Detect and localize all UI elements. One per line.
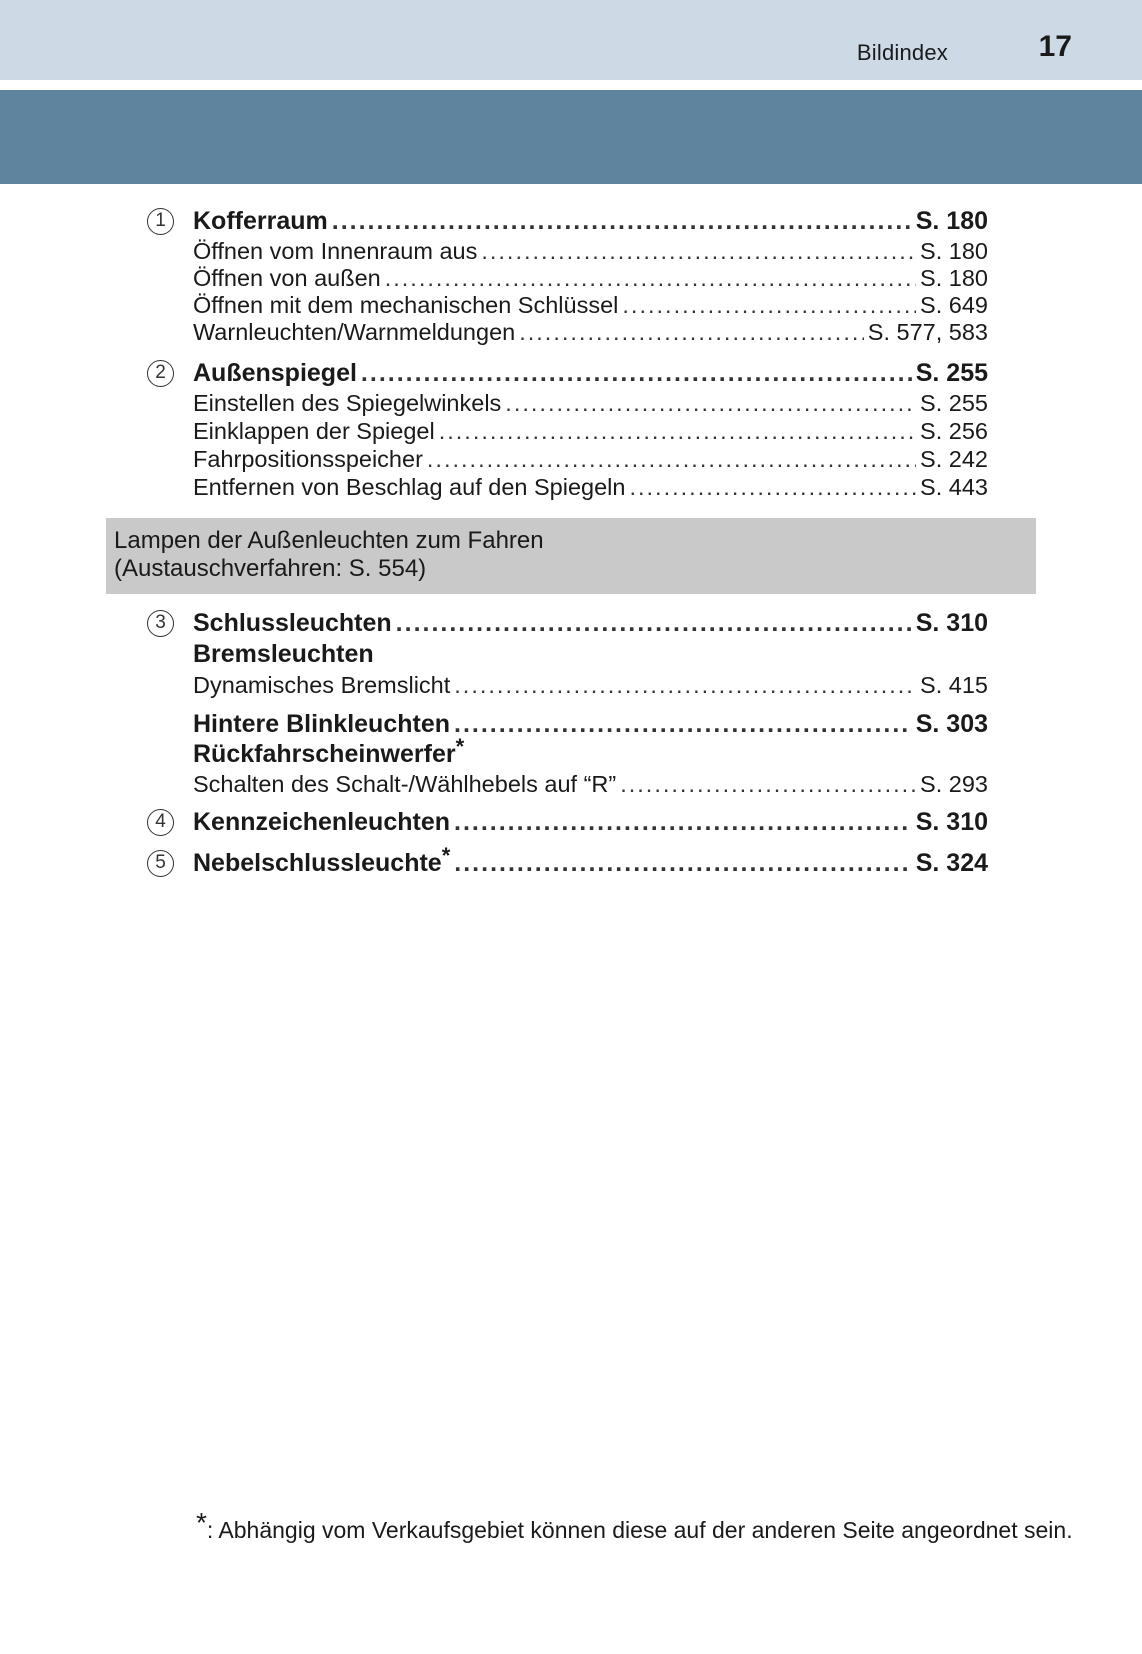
entry-label: Entfernen von Beschlag auf den Spiegeln	[193, 474, 626, 500]
leader-dots	[481, 238, 916, 265]
entry-label: Öffnen mit dem mechanischen Schlüssel	[193, 292, 619, 318]
page-reference: S. 415	[920, 672, 988, 698]
entry-label: Warnleuchten/Warnmeldungen	[193, 319, 516, 345]
footnote-marker: *	[455, 734, 465, 759]
footnote	[196, 1507, 1073, 1544]
index-subentry[interactable]	[193, 446, 988, 473]
leader-dots	[454, 808, 912, 837]
leader-dots	[332, 207, 912, 236]
page-reference: S. 649	[920, 292, 988, 318]
leader-dots	[454, 672, 916, 699]
section-label: Bildindex	[856, 40, 948, 65]
index-subentry[interactable]	[193, 238, 988, 265]
index-entry-schlussleuchten[interactable]	[193, 609, 988, 638]
page-reference: S. 180	[920, 238, 988, 264]
page-number: 17	[1038, 30, 1072, 63]
leader-dots	[454, 710, 912, 739]
entry-label: Öffnen vom Innenraum aus	[193, 238, 478, 264]
entry-label: Schlussleuchten	[193, 609, 392, 637]
leader-dots	[439, 418, 916, 445]
index-subentry[interactable]	[193, 390, 988, 417]
callout-number-5: 5	[147, 850, 174, 877]
entry-label-text: Nebelschlussleuchte	[193, 849, 442, 877]
callout-number-3: 3	[147, 610, 174, 637]
page-reference: S. 255	[915, 359, 988, 387]
page-reference: S. 310	[915, 808, 988, 836]
entry-label: Kofferraum	[193, 207, 328, 235]
page-reference: S. 180	[920, 265, 988, 291]
page-reference: S. 255	[920, 390, 988, 416]
index-entry-kennzeichenleuchten[interactable]	[193, 808, 988, 837]
index-subentry[interactable]	[193, 292, 988, 319]
callout-number-1: 1	[147, 208, 174, 235]
entry-label: Fahrpositionsspeicher	[193, 446, 423, 472]
leader-dots	[427, 446, 916, 473]
leader-dots	[505, 390, 916, 417]
index-entry-hintere-blinkleuchten[interactable]	[193, 710, 988, 739]
leader-dots	[629, 474, 916, 501]
footnote-text: : Abhängig vom Verkaufsgebiet können diese auf der anderen Seite angeordnet sein.	[206, 1517, 1073, 1543]
page-reference: S. 242	[920, 446, 988, 472]
index-entry-kofferraum[interactable]	[193, 207, 988, 236]
leader-dots	[622, 292, 916, 319]
leader-dots	[361, 359, 912, 388]
header-blue-band	[0, 90, 1142, 184]
index-entry-aussenspiegel[interactable]	[193, 359, 988, 388]
entry-rueckfahrscheinwerfer	[193, 734, 465, 769]
leader-dots	[620, 771, 916, 798]
entry-label: Einstellen des Spiegelwinkels	[193, 390, 502, 416]
entry-label: Öffnen von außen	[193, 265, 381, 291]
page-reference: S. 180	[915, 207, 988, 235]
callout-number-2: 2	[147, 360, 174, 387]
page-reference: S. 256	[920, 418, 988, 444]
entry-label-bremsleuchten: Bremsleuchten	[193, 640, 374, 668]
entry-label: Rückfahrscheinwerfer	[193, 740, 456, 768]
callout-number-4: 4	[147, 809, 174, 836]
leader-dots	[396, 609, 912, 638]
entry-label: Außenspiegel	[193, 359, 357, 387]
leader-dots	[454, 849, 911, 878]
page-reference: S. 303	[915, 710, 988, 738]
index-subentry[interactable]	[193, 771, 988, 798]
index-entry-nebelschlussleuchte[interactable]	[193, 843, 988, 878]
index-subentry[interactable]	[193, 418, 988, 445]
entry-label: Kennzeichenleuchten	[193, 808, 450, 836]
index-subentry[interactable]	[193, 319, 988, 346]
lamp-info-subtitle[interactable]: (Austauschverfahren: S. 554)	[114, 555, 427, 582]
header-top-band	[0, 0, 1142, 80]
index-subentry[interactable]	[193, 474, 988, 501]
leader-dots	[519, 319, 864, 346]
footnote-marker: *	[441, 843, 451, 868]
entry-label: Hintere Blinkleuchten	[193, 710, 450, 738]
page-reference: S. 310	[915, 609, 988, 637]
page-reference: S. 324	[915, 849, 988, 877]
footnote-star: *	[196, 1507, 207, 1538]
index-subentry[interactable]	[193, 265, 988, 292]
leader-dots	[385, 265, 916, 292]
entry-label: Schalten des Schalt-/Wählhebels auf “R”	[193, 771, 617, 797]
page-reference: S. 577, 583	[867, 319, 988, 345]
lamp-info-title: Lampen der Außenleuchten zum Fahren	[114, 527, 544, 554]
index-subentry[interactable]	[193, 672, 988, 699]
page-reference: S. 443	[920, 474, 988, 500]
entry-label: Dynamisches Bremslicht	[193, 672, 451, 698]
page-reference: S. 293	[920, 771, 988, 797]
entry-label	[193, 843, 451, 878]
entry-label: Einklappen der Spiegel	[193, 418, 435, 444]
